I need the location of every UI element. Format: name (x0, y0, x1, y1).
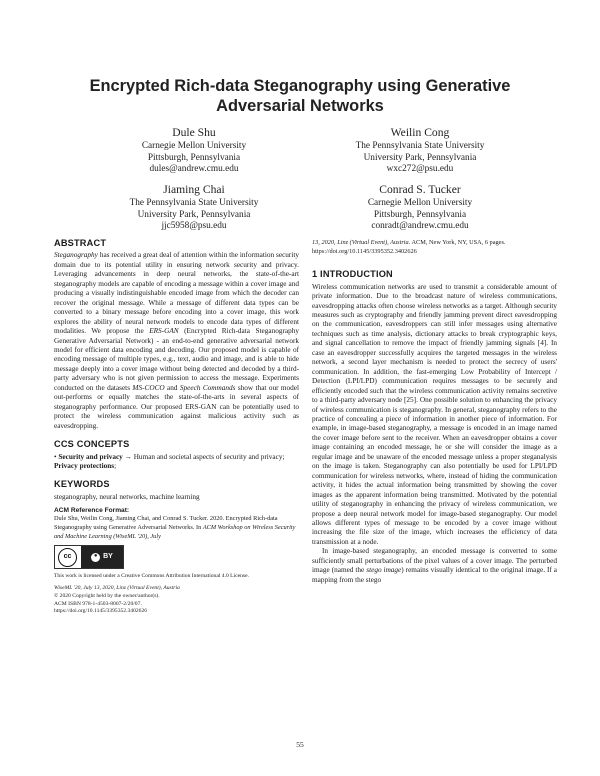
paper-title (50, 76, 550, 116)
author-affiliation: Carnegie Mellon University (141, 141, 247, 151)
keywords-heading: KEYWORDS (54, 479, 110, 490)
doi-link[interactable]: https://doi.org/10.1145/3395352.3402626 (54, 608, 148, 615)
by-label: BY (103, 553, 113, 561)
author-block-1 (94, 126, 294, 176)
author-block-3 (94, 183, 294, 233)
author-location: University Park, Pennsylvania (363, 152, 477, 163)
author-email[interactable]: conradt@andrew.cmu.edu (371, 221, 469, 232)
author-email[interactable]: dules@andrew.cmu.edu (149, 164, 239, 175)
abstract-text: Steganography has received a great deal of attention within the information security domain due to its potential utility in ensuring network security and privacy. Leveraging advancements in deep neural networks, the state-of-the-art steganography models are capable of encoding a message within a cover image and producing a visually indistinguishable encoded image from which the decoder can recover the original message. While a message of different data types can be converted to a binary message before encoding into a cover image, this work explores the ability of neural network models to encode data types of different modalities. We propose the ERS-GAN (Encrypted Rich-data Steganography Generative Adversarial Network) - an end-to-end generative adversarial network model for efficient data encoding and decoding. Our proposed model is capable of encoding message of multiple types, e.g., text, audio and image, and is able to hide message deeply into a cover image without being detected and decoded by a third-party adversary who is not given permission to access the message. Experiments conducted on the datasets MS-COCO and Speech Commands show that our model out-performs or equally matches the state-of-the-arts in several aspects of steganography performance. Our proposed ERS-GAN can be potentially used to protect the wireless communication against malicious activity such as eavesdropping. (54, 251, 299, 430)
left-column (54, 239, 299, 616)
intro-paragraph-1: Wireless communication networks are used to transmit a considerable amount of private information. Due to the broadcast nature of wireless communications, eavesdropping attacks often choose wireless networks as a target. Although security measures such as cryptography and friendly jamming prevent direct eavesdropping on the communication, eavesdroppers can still infer messages using alternative techniques such as time analysis, dictionary attacks to break cryptographic keys, and signal cancellation to remove the impact of friendly jamming signals [4]. In case an eavesdropper successfully acquires the targeted messages in the wireless network, a second layer mechanism is needed to protect the secrecy of users' communication. In addition, the fast-emerging Low Probability of Intercept / Detection (LPI/LPD) communication requires messages to be securely and efficiently encoded such that the wireless communication activity remains secretive to a third-party adversary node [25]. One possible solution to enhancing the privacy of wireless communication is steganography. In general, steganography refers to the practice of concealing a piece of information in another piece of information. For example, in image-based steganography, a message is encoded in an image named the cover image before sent to the receiver. When an eavesdropper obtains a cover image containing an encoded message, he or she will consider the image as a regular image and be unaware of the encoded message unless a proper steganalysis on the image is taken. Steganography can also potentially be used for LPI/LPD communication for wireless networks, where, instead of hiding the communication activity, it hides the actual information being transmitted by showing the cover images as the apparent information being transmitted. Motivated by the potential utility of steganography in enhancing the privacy of wireless communication, we propose a deep neural network model for image-based steganography. Our model allows different types of message to be encoded by a cover image without increasing the file size of the image, which increases the efficiency of data transmission at a node. (312, 282, 557, 546)
author-name: Jiaming Chai (163, 183, 225, 196)
intro-paragraph-2: In image-based steganography, an encoded message is converted to some sufficiently small perturbations of the pixel values of a cover image. The perturbed image (named the stego image) remains visually identical to the original image. If a mapping from the stego (312, 547, 558, 584)
cc-by-license-badge[interactable] (54, 545, 124, 569)
reference-format-text: Dule Shu, Weilin Cong, Jiaming Chai, and Conrad S. Tucker. 2020. Encrypted Rich-data Steganography using Generative Adversarial Networks. In ACM Workshop on Wireless Security and Machine Learning (WiseML '20), July (54, 515, 296, 540)
abstract-heading: ABSTRACT (54, 238, 107, 248)
creative-commons-icon: cc (58, 548, 77, 567)
by-attribution-section (81, 546, 123, 568)
author-name: Conrad S. Tucker (379, 183, 461, 196)
reference-format-heading: ACM Reference Format: (54, 507, 130, 515)
person-icon: ● (91, 553, 100, 562)
introduction-heading: 1 INTRODUCTION (312, 269, 393, 280)
author-email[interactable]: wxc272@psu.edu (386, 164, 454, 175)
reference-format-continued: 13, 2020, Linz (Virtual Event), Austria. ACM, New York, NY, USA, 6 pages. https://doi.org/10.1145/3395352.3402626 (312, 239, 506, 255)
author-location: Pittsburgh, Pennsylvania (373, 209, 467, 220)
author-name: Dule Shu (172, 126, 216, 139)
license-text: This work is licensed under a Creative Commons Attribution International 4.0 License. (54, 573, 249, 580)
right-column (312, 239, 557, 585)
author-affiliation: The Pennsylvania State University (355, 141, 485, 151)
title-line-1: Encrypted Rich-data Steganography using Generative (89, 77, 511, 95)
author-location: Pittsburgh, Pennsylvania (147, 152, 241, 163)
author-block-2 (320, 126, 520, 176)
author-name: Weilin Cong (390, 126, 450, 139)
author-location: University Park, Pennsylvania (137, 209, 251, 220)
author-block-4 (320, 183, 520, 233)
author-affiliation: Carnegie Mellon University (367, 198, 473, 208)
author-affiliation: The Pennsylvania State University (129, 198, 259, 208)
ccs-heading: CCS CONCEPTS (54, 439, 130, 450)
title-line-2: Adversarial Networks (216, 97, 384, 115)
copyright-line: © 2020 Copyright held by the owner/author(s). (54, 592, 160, 599)
author-email[interactable]: jjc5958@psu.edu (161, 221, 227, 232)
abstract-lead: Steganography (54, 251, 98, 260)
isbn-line: ACM ISBN 978-1-4503-8007-2/20/07. (54, 600, 142, 607)
ccs-text: • Security and privacy → Human and societal aspects of security and privacy; Privacy protections; (54, 452, 285, 470)
copyright-block (54, 585, 299, 616)
keywords-text: steganography, neural networks, machine learning (54, 492, 200, 501)
venue-line: WiseML '20, July 13, 2020, Linz (Virtual Event), Austria (54, 584, 180, 591)
page-number: 55 (296, 740, 304, 749)
